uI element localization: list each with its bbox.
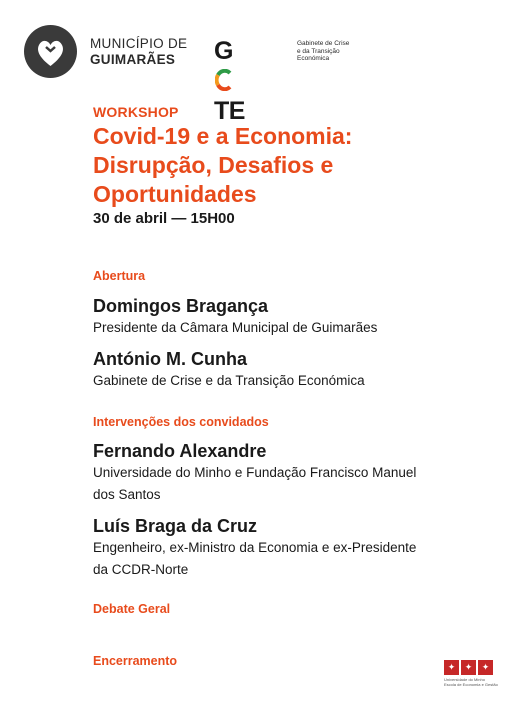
gcte-sub-line3: Económica: [297, 55, 330, 62]
event-date: 30 de abril — 15H00: [93, 210, 235, 227]
crest-box-right: ✦: [478, 660, 493, 675]
speaker-role: Presidente da Câmara Municipal de Guimarães: [93, 320, 378, 335]
speaker-name: Fernando Alexandre: [93, 441, 267, 461]
section-guests: Intervenções dos convidados: [93, 415, 269, 429]
title-line-1: Covid-19 e a Economia:: [93, 123, 353, 149]
university-crest-icon: [444, 660, 498, 675]
gcte-subtitle: [297, 40, 387, 63]
speaker-role: Gabinete de Crise e da Transição Económica: [93, 373, 365, 388]
speaker-name: Domingos Bragança: [93, 296, 269, 316]
speaker-name: Luís Braga da Cruz: [93, 516, 258, 536]
title-line-2: Disrupção, Desafios e: [93, 152, 334, 178]
section-closing: Encerramento: [93, 654, 178, 668]
crest-box-left: ✦: [444, 660, 459, 675]
gcte-letters-te: TE: [214, 97, 245, 125]
university-line2: Escola de Economia e Gestão: [444, 682, 498, 687]
municipality-line2: GUIMARÃES: [90, 52, 176, 67]
speaker-role: Engenheiro, ex-Ministro da Economia e ex-Presidente: [93, 540, 417, 555]
university-line1: Universidade do Minho: [444, 677, 485, 682]
event-content: [93, 104, 493, 228]
gcte-letter-g: G: [214, 37, 233, 65]
municipality-name: [90, 36, 187, 68]
university-caption: [444, 677, 498, 687]
event-kicker: WORKSHOP: [93, 104, 179, 120]
section-opening: Abertura: [93, 269, 146, 283]
municipality-line1: MUNICÍPIO DE: [90, 36, 188, 51]
speaker-name: António M. Cunha: [93, 349, 247, 369]
segmented-ring-icon: [215, 68, 234, 90]
speaker-role-continued: da CCDR-Norte: [93, 562, 189, 577]
title-line-3: Oportunidades: [93, 181, 257, 207]
crest-box-middle: ✦: [461, 660, 476, 675]
university-logo: [444, 660, 498, 687]
municipality-heart-logo-icon: [24, 25, 77, 78]
event-title: [93, 122, 493, 209]
section-debate: Debate Geral: [93, 602, 171, 616]
speaker-role-continued: dos Santos: [93, 487, 161, 502]
speaker-role: Universidade do Minho e Fundação Francisco Manuel: [93, 465, 417, 480]
gcte-sub-line2: e da Transição: [297, 47, 340, 55]
gcte-sub-line1: Gabinete de Crise: [297, 40, 350, 47]
